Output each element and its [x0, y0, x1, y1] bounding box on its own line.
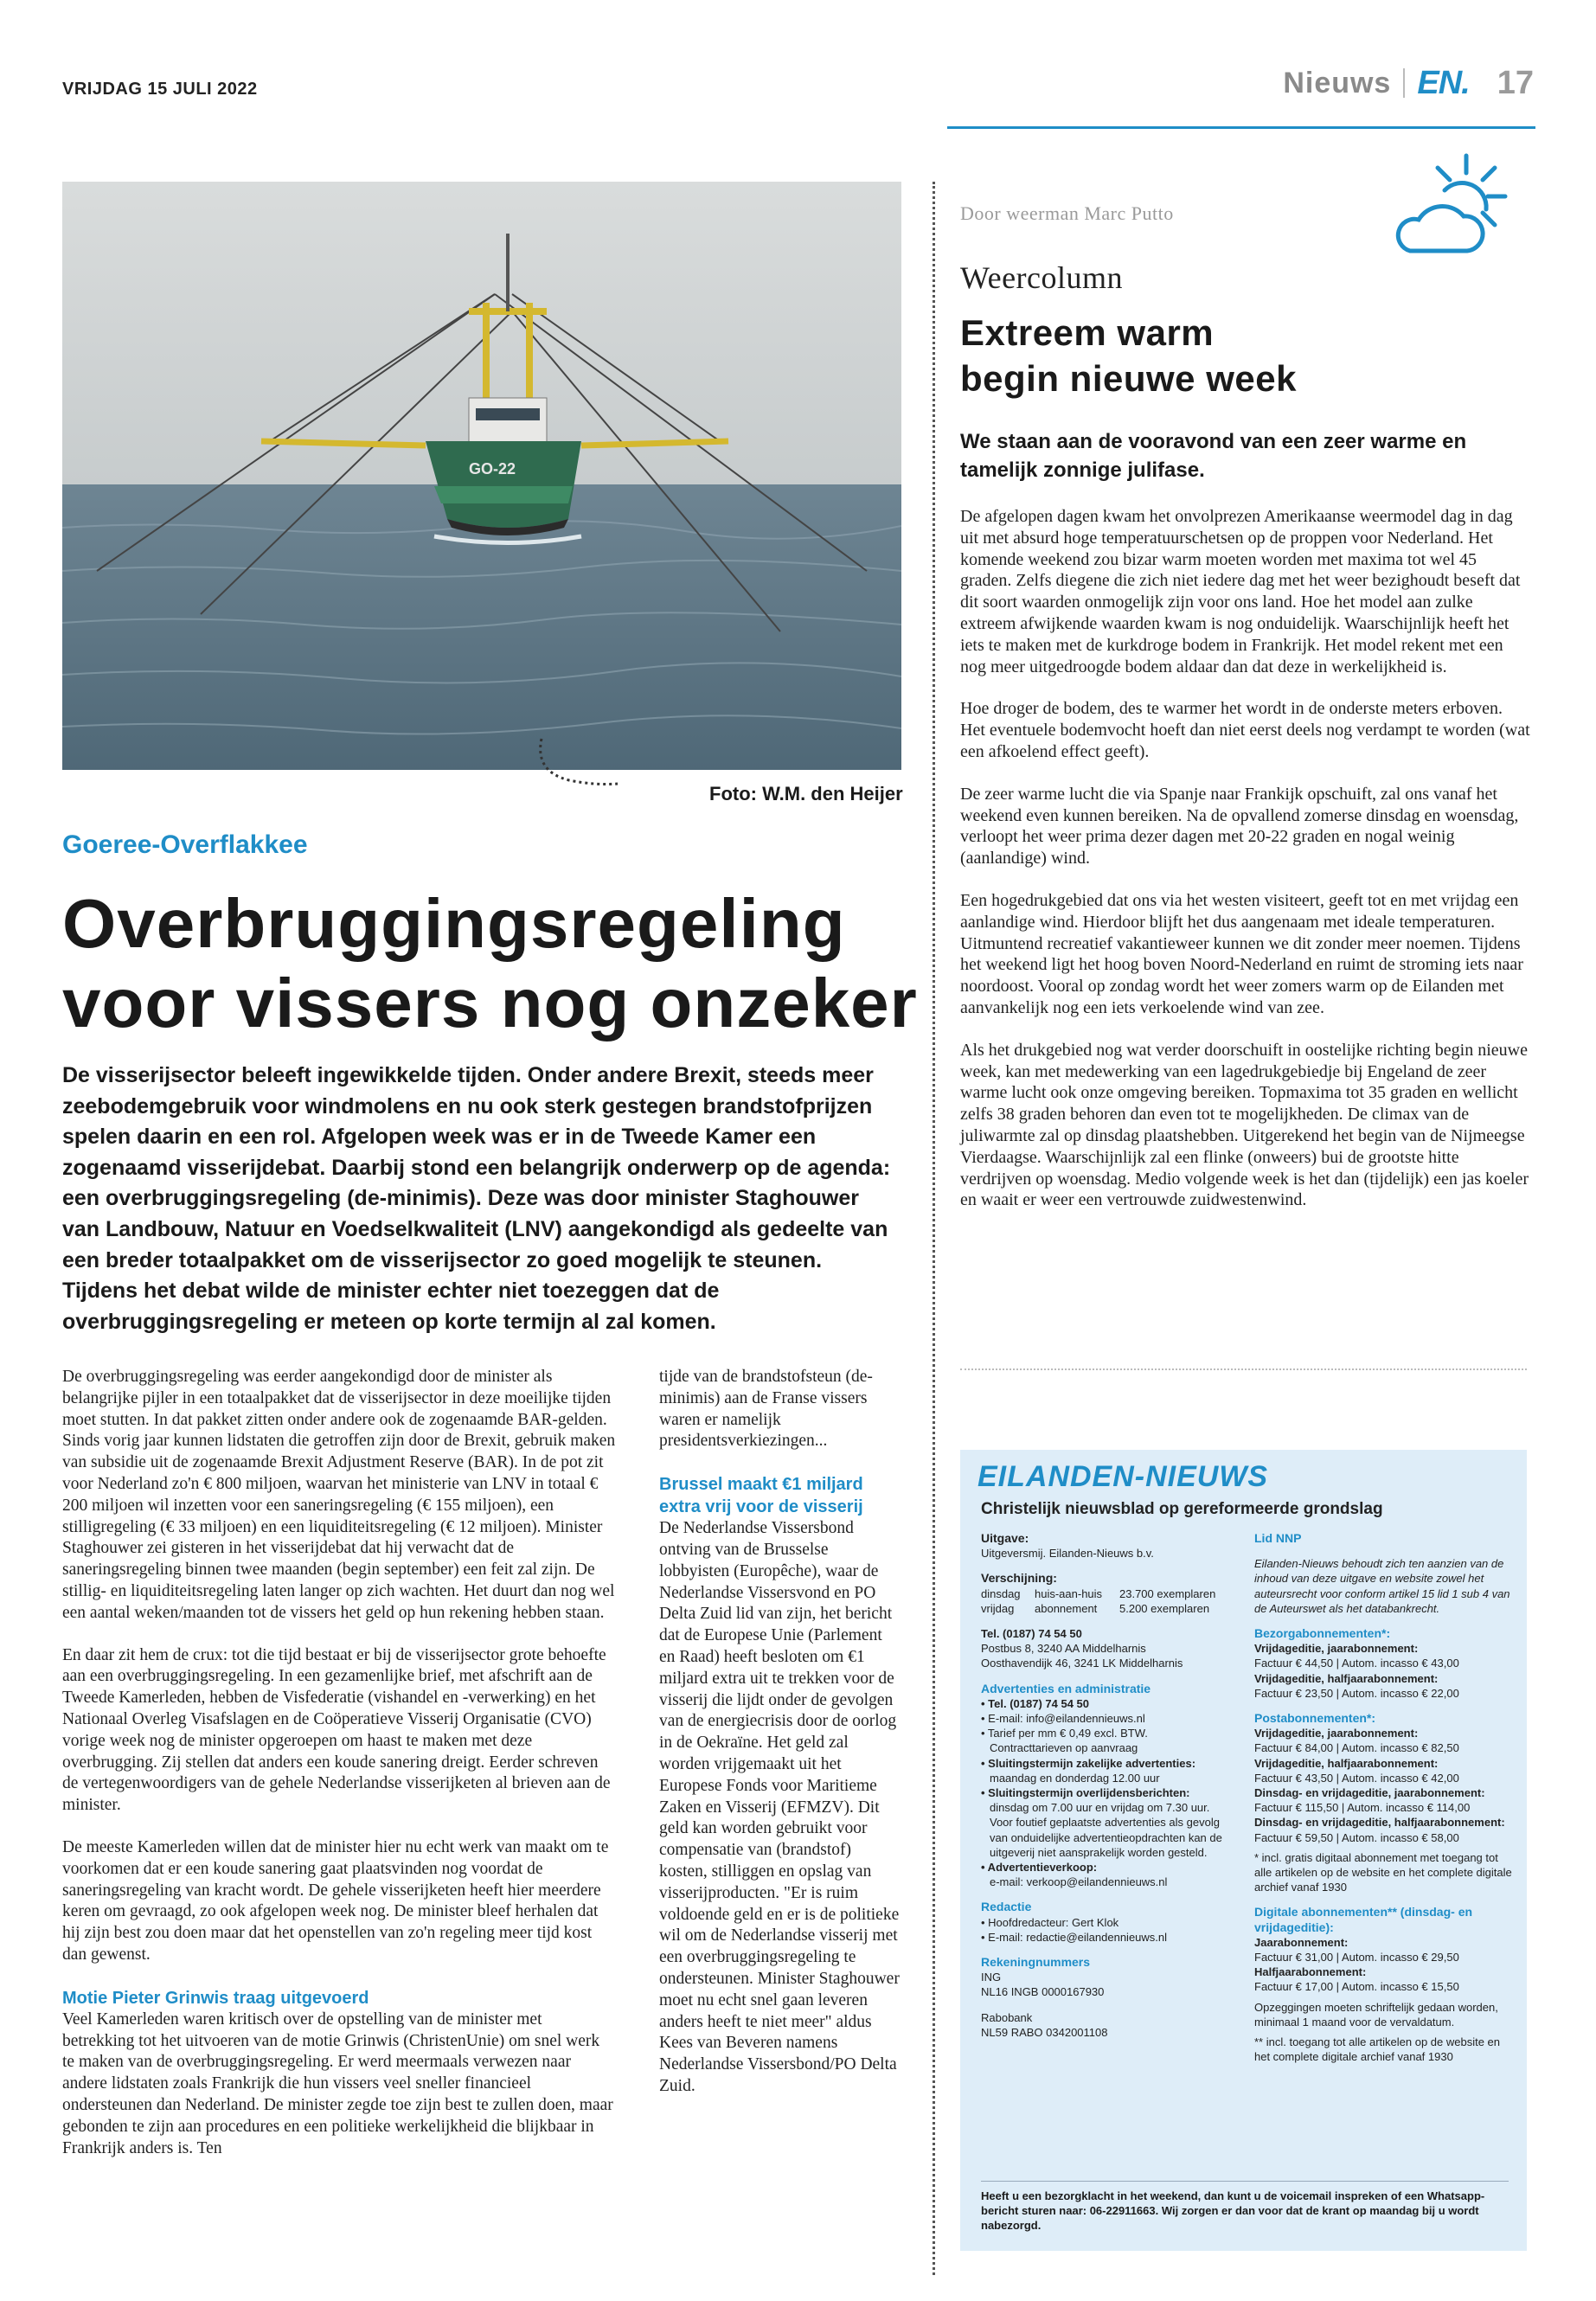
colophon-text: • Tarief per mm € 0,49 excl. BTW.: [981, 1727, 1148, 1740]
weather-paragraph: Hoe droger de bodem, des te warmer het wordt in de onderste meters erboven. Het eventuele bodemvocht hoeft dan niet eerst deels nog verdampt te worden (wat een afkoelend effect geeft).: [960, 699, 1530, 761]
article-paragraph: Veel Kamerleden waren kritisch over de opstelling van de minister met betrekking tot het uitvoeren van de motie Grinwis (ChristenUnie) om snel werk te maken van de overbruggingsregeling. Er werd meermaals verwezen naar andere lidstaten zoals Frankrijk die hun vissers veel sneller financieel ondersteunen dan Nederland. De minister zegde toe zijn best te zullen doen, maar gebonden te zijn aan procedures en een politieke werkelijkheid die blijkbaar in Frankrijk anders is. Ten: [62, 2009, 613, 2157]
colophon-text: Opzeggingen moeten schriftelijk gedaan worden, minimaal 1 maand voor de vervaldatum.: [1254, 2000, 1498, 2029]
boat-registration: GO-22: [469, 460, 516, 478]
article-paragraph: tijde van de brandstofsteun (de-minimis) aan de Franse vissers waren er namelijk presidentsverkiezingen...: [659, 1368, 873, 1451]
colophon-footer-rule: [981, 2181, 1509, 2182]
article-paragraph: De Nederlandse Vissersbond ontving van de Brusselse lobbyisten (Europêche), waar de Nederlandse Vissersvond en PO Delta Zuid lid van zijn, het bericht dat de Europese Unie (Parlement en Raad) heeft besloten om €1 miljard extra uit te trekken voor de visserij die lijdt onder de gevolgen van de energiecrisis door de oorlog in de Oekraïne. Het geld zal worden vrijgemaakt uit het Europese Fonds voor Maritieme Zaken en Visserij (EFMZV). Dit geld kan worden gebruikt voor compensatie van (brandstof) kosten, stilliggen en opslag van visserijproducten. "Er is ruim voldoende geld en er is de politieke wil om de Nederlandse visserij met een overbruggingsregeling te ondersteunen. Minister Staghouwer moet nu echt snel gaan leveren anders heeft te niet meer" aldus Kees van Beveren namens Nederlandse Vissersbond/PO Delta Zuid.: [659, 1519, 900, 2095]
colophon-text: NL59 RABO 0342001108: [981, 2025, 1108, 2039]
colophon-address: Oosthavendijk 46, 3241 LK Middelharnis: [981, 1657, 1183, 1670]
colophon-text: Jaarabonnement:: [1254, 1935, 1349, 1949]
colophon-heading: Bezorgabonnementen*:: [1254, 1626, 1391, 1641]
colophon-heading: Advertenties en administratie: [981, 1681, 1151, 1695]
colophon-email-link[interactable]: • E-mail: info@eilandennieuws.nl: [981, 1712, 1145, 1726]
colophon-text: • Hoofdredacteur: Gert Klok: [981, 1915, 1119, 1929]
colophon-heading: Postabonnementen*:: [1254, 1711, 1376, 1726]
article-column-2: [659, 1367, 901, 2118]
weather-paragraph: De zeer warme lucht die via Spanje naar Frankijk opschuift, zal ons vanaf het weekend even kunnen bereiken. Na de opvallend zomerse dinsdag en woensdag, verloopt het weer prima dezer dagen met 20-22 graden en nogal weinig (aanlandige) wind.: [960, 784, 1519, 868]
article-subhead: Brussel maakt €1 miljard extra vrij voor de visserij: [659, 1475, 863, 1517]
colophon-text: Factuur € 84,00 | Autom. incasso € 82,50: [1254, 1741, 1459, 1755]
colophon-text: Factuur € 115,50 | Autom. incasso € 114,00: [1254, 1801, 1471, 1815]
weather-paragraph: De afgelopen dagen kwam het onvolprezen Amerikaanse weermodel dag in dag uit met absurd hoge temperatuurschetsen op de proppen voor Nederland. Het komende weekend zou bizar warm moeten worden met maxima tot wel 45 graden. Zelfs diegene die zich niet iedere dag met het weer bezighoudt beseft dat dit soort waarden onmogelijk zijn voor ons land. Hoe het model aan zulke extreem afwijkende waarden kwam is nog onduidelijk. Waarschijnlijk heeft het iets te maken met de kurkdroge bodem in Frankrijk. Het model rekent met een nog meer uitgedroogde bodem aldaar dan dat deze in werkelijkheid is.: [960, 507, 1521, 676]
article-intro: De visserijsector beleeft ingewikkelde tijden. Onder andere Brexit, steeds meer zeebodemgebruik voor windmolens en nu ook sterk gestegen brandstofprijzen spelen daarin en een rol. Afgelopen week was er in de Tweede Kamer een zogenaamd visserijdebat. Daarbij stond een belangrijk onderwerp op de agenda: een overbruggingsregeling (de-minimis). Deze was door minister Staghouwer van Landbouw, Natuur en Voedselkwaliteit (LNV) aangekondigd als gedeelte van een breder totaalpakket om de visserijsector zo goed mogelijk te steunen. Tijdens het debat wilde de minister echter niet toezeggen dat de overbruggingsregeling er meteen op korte termijn al zal komen.: [62, 1063, 891, 1334]
page-number: 17: [1497, 64, 1534, 101]
colophon-cell: huis-aan-huis: [1035, 1586, 1103, 1600]
weather-column-label: Weercolumn: [960, 260, 1124, 295]
issue-date: VRIJDAG 15 JULI 2022: [62, 80, 258, 99]
colophon-text: Vrijdageditie, jaarabonnement:: [1254, 1727, 1419, 1740]
colophon-cell: abonnement: [1035, 1601, 1098, 1615]
colophon-text: Halfjaarabonnement:: [1254, 1965, 1367, 1979]
fishing-boat-photo: [62, 182, 901, 770]
article-paragraph: De meeste Kamerleden willen dat de minister hier nu echt werk van maakt om te voorkomen dat er een koude sanering gaat plaatsvinden nog voordat de saneringsregeling van kracht wordt. De gehele visserijketen heeft hier meerdere keren om gevraagd, zo ook afgelopen week nog. De minister bleef herhalen dat hij zijn best zou doen maar dat het openstellen van zo'n regeling meer tijd kost dan gewenst.: [62, 1837, 609, 1964]
weather-title-line-2: begin nieuwe week: [960, 358, 1297, 399]
colophon-row: [981, 1601, 1240, 1616]
eilanden-nieuws-logo: EILANDEN-NIEUWS: [977, 1460, 1269, 1493]
article-paragraph: En daar zit hem de crux: tot die tijd bestaat er bij de visserijsector grote behoefte aan een overbruggingsregeling. In een gezamenlijke brief, met afschrift aan de Tweede Kamerleden, hebben de Visfederatie (vishandel en -verwerking) en het Nationaal Overleg Visafslagen en de Coöperatieve Visserij Organisatie (CVO) vorige week nog de minister opgeroepen om haast te maken met deze overbrugging. Zij stellen dat anders een koude sanering dreigt. Eerder schreven de vertegenwoordigers van de gehele Nederlandse visserijketen al brieven aan de minister.: [62, 1645, 611, 1815]
colophon-text: Factuur € 17,00 | Autom. incasso € 15,50: [1254, 1980, 1459, 1994]
colophon-heading: Redactie: [981, 1900, 1032, 1914]
colophon-text: Eilanden-Nieuws behoudt zich ten aanzien van de inhoud van deze uitgave en website zowel het auteursrecht voor conform artikel 15 lid 1 sub 4 van de Auteurswet als het databankrecht.: [1254, 1557, 1510, 1615]
colophon-heading: Lid NNP: [1254, 1531, 1302, 1545]
page-header: [1283, 64, 1534, 102]
colophon-text: Voor foutief geplaatste advertenties als gevolg: [990, 1816, 1220, 1830]
colophon-text: • Tel. (0187) 74 54 50: [981, 1696, 1089, 1710]
section-name: Nieuws: [1283, 66, 1392, 99]
column-divider: [933, 182, 935, 2275]
colophon-text: Factuur € 59,50 | Autom. incasso € 58,00: [1254, 1830, 1459, 1844]
colophon-text: Uitgeversmij. Eilanden-Nieuws b.v.: [981, 1547, 1154, 1561]
colophon-heading: Verschijning:: [981, 1571, 1057, 1586]
article-kicker: Goeree-Overflakkee: [62, 830, 308, 859]
colophon-text: Factuur € 23,50 | Autom. incasso € 22,00: [1254, 1686, 1459, 1700]
article-subhead: Motie Pieter Grinwis traag uitgevoerd: [62, 1988, 369, 2008]
colophon-text: • Sluitingstermijn overlijdensberichten:: [981, 1786, 1190, 1800]
colophon-text: van onduidelijke advertentieopdrachten kan de: [990, 1830, 1222, 1844]
en-logo: EN.: [1417, 64, 1470, 101]
colophon-text: Factuur € 31,00 | Autom. incasso € 29,50: [1254, 1951, 1459, 1965]
colophon-heading: Uitgave:: [981, 1531, 1029, 1545]
weather-title: [960, 310, 1514, 401]
colophon-left: [981, 1531, 1240, 2040]
photo-credit: Foto: W.M. den Heijer: [709, 783, 903, 804]
colophon-email-link[interactable]: e-mail: verkoop@eilandennieuws.nl: [990, 1875, 1168, 1889]
colophon-text: Vrijdageditie, jaarabonnement:: [1254, 1642, 1419, 1656]
weather-body: [960, 506, 1531, 1232]
colophon-heading: Rekeningnummers: [981, 1955, 1091, 1970]
colophon-text: Contracttarieven op aanvraag: [990, 1741, 1138, 1755]
credit-pointer-icon: [535, 737, 621, 798]
weather-paragraph: Een hogedrukgebied dat ons via het westen visiteert, geeft tot en met vrijdag een aanlandige wind. Hierdoor blijft het dus aangenaam met ideale temperaturen. Uitmuntend recreatief vakantieweer kunnen we dit zonder meer noemen. Tijdens het weekend ligt het hoog boven Noord-Nederland en ruimt de stroming iets naar noordoost. Vooral op zondag wordt het weer zomers warm op de Eilanden met aanvankelijk nog een iets verkoelende wind van zee.: [960, 890, 1523, 1017]
colophon-text: uitgeverij niet aansprakelijk worden gesteld.: [990, 1845, 1208, 1859]
colophon-text: maandag en donderdag 12.00 uur: [990, 1771, 1160, 1785]
colophon-row: [981, 1586, 1240, 1601]
colophon-text: Vrijdageditie, halfjaarabonnement:: [1254, 1756, 1439, 1770]
header-separator: [1403, 68, 1405, 98]
article-column-1: [62, 1367, 616, 2180]
colophon-text: * incl. gratis digitaal abonnement met toegang tot alle artikelen op de website en het complete digitale archief vanaf 1930: [1254, 1850, 1512, 1894]
colophon-address: Postbus 8, 3240 AA Middelharnis: [981, 1642, 1146, 1656]
headline-line-1: Overbruggingsregeling: [62, 885, 846, 962]
article-paragraph: De overbruggingsregeling was eerder aangekondigd door de minister als belangrijke pijler in een totaalpakket dat de visserijsector in deze moeilijke tijden moet stutten. In dat pakket zitten onder andere ook de zogenaamde BAR-gelden. Sinds vorig jaar kunnen lidstaten die getroffen zijn door de Brexit, gebruik maken van subsidie uit de zogenaamde Brexit Adjustment Reserve (BAR). In de pot zit voor Nederland zo'n € 800 miljoen, waarvan het ministerie van LNV in totaal € 200 miljoen wil inzetten voor een saneringsregeling (€ 155 miljoen), een stilligregeling (€ 33 miljoen) en een liquiditeitsregeling (€ 12 miljoen). Minister Staghouwer zei gisteren in het visserijdebat dat hij verwacht dat de saneringsregeling binnen twee maanden (begin september) een feit zal zijn. De stillig- en liquiditeitsregeling laten langer op zich wachten. Het duurt dan nog wel een aantal weken/maanden tot de vissers het geld op hun rekening hebben staan.: [62, 1368, 616, 1622]
weather-paragraph: Als het drukgebied nog wat verder doorschuift in oostelijke richting begin nieuwe week, kan met medewerking van een lagedrukgebiedje bij Engeland de zeer warme lucht ook onze omgeving bereiken. Topmaxima tot 35 graden en wellicht zelfs 38 graden behoren dan even tot te mogelijkheden. De climax van de juliwarmte zal op dinsdag plaatshebben. Uitgerekend het begin van de Nijmeegse Vierdaagse. Waarschijnlijk zal een flinke (onweers) bui de grootste hitte verdrijven op woensdag. Medio volgende week is het dan (tijdelijk) een jas koeler en waait er weer een vertrouwde zuidwestenwind.: [960, 1040, 1529, 1210]
colophon-right: [1254, 1531, 1514, 2065]
colophon-text: Vrijdageditie, halfjaarabonnement:: [1254, 1671, 1439, 1685]
colophon-box: [960, 1450, 1527, 2251]
colophon-text: dinsdag om 7.00 uur en vrijdag om 7.30 uur.: [990, 1801, 1210, 1815]
colophon-cell: vrijdag: [981, 1601, 1015, 1615]
colophon-text: Dinsdag- en vrijdageditie, jaarabonnement:: [1254, 1786, 1485, 1800]
colophon-text: NL16 INGB 0000167930: [981, 1985, 1105, 1999]
colophon-text: Factuur € 43,50 | Autom. incasso € 42,00: [1254, 1771, 1459, 1785]
weather-title-line-1: Extreem warm: [960, 312, 1215, 353]
colophon-divider: [960, 1368, 1527, 1370]
colophon-text: • Advertentieverkoop:: [981, 1861, 1098, 1875]
colophon-text: Factuur € 44,50 | Autom. incasso € 43,00: [1254, 1657, 1459, 1670]
colophon-cell: dinsdag: [981, 1586, 1021, 1600]
headline-line-2: voor vissers nog onzeker: [62, 965, 918, 1042]
colophon-subtitle: Christelijk nieuwsblad op gereformeerde grondslag: [981, 1500, 1383, 1518]
colophon-cell: 23.700 exemplaren: [1119, 1586, 1216, 1600]
colophon-heading: Digitale abonnementen** (dinsdag- en vrijdageditie):: [1254, 1905, 1473, 1934]
colophon-text: ING: [981, 1971, 1002, 1984]
colophon-footer: Heeft u een bezorgklacht in het weekend, dan kunt u de voicemail inspreken of een Whatsapp-bericht sturen naar: 06-22911663. Wij zorgen er dan voor dat de krant op maandag bij u wordt nabezorgd.: [981, 2189, 1485, 2232]
colophon-cell: 5.200 exemplaren: [1119, 1601, 1210, 1615]
colophon-text: Dinsdag- en vrijdageditie, halfjaarabonnement:: [1254, 1816, 1505, 1830]
colophon-email-link[interactable]: • E-mail: redactie@eilandennieuws.nl: [981, 1930, 1168, 1944]
sun-cloud-icon: [1384, 149, 1518, 279]
weather-byline: Door weerman Marc Putto: [960, 202, 1174, 224]
weather-intro: We staan aan de vooravond van een zeer warme en tamelijk zonnige julifase.: [960, 430, 1467, 482]
colophon-text: • Sluitingstermijn zakelijke advertenties:: [981, 1756, 1196, 1770]
colophon-text: Rabobank: [981, 2010, 1033, 2024]
colophon-text: ** incl. toegang tot alle artikelen op de website en het complete digitale archief vanaf 1930: [1254, 2035, 1501, 2064]
header-rule: [947, 126, 1535, 129]
colophon-phone: Tel. (0187) 74 54 50: [981, 1627, 1082, 1641]
article-headline: [62, 884, 919, 1043]
